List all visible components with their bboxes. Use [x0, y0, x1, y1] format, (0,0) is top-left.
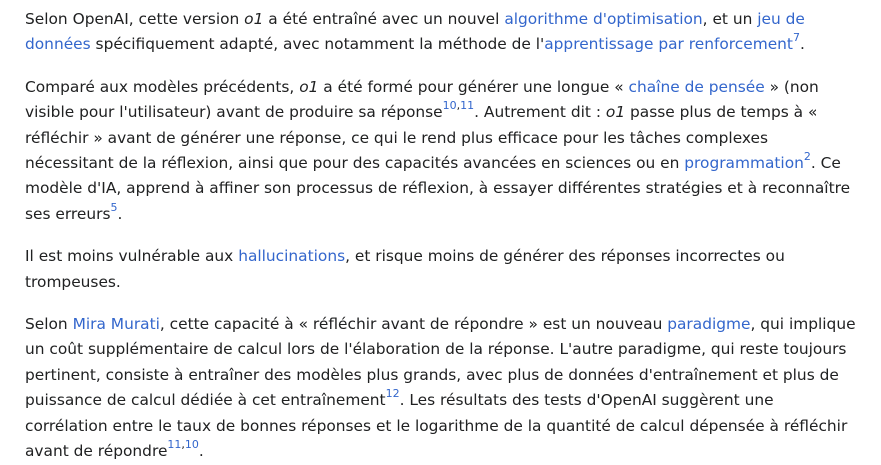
reference-link[interactable]: 11: [460, 99, 475, 113]
reference-group: [443, 99, 475, 112]
reference-link[interactable]: 10: [442, 99, 457, 113]
paragraph-1: [25, 7, 861, 58]
body-text: , et un: [702, 10, 758, 28]
body-text: passe plus de temps à « réfléchir » avant de générer une réponse, ce qui le rend plus efficace pour les tâches complexes nécessitant de la réflexion, ainsi que pour des capacités avancées en sciences ou en: [25, 103, 818, 173]
paragraph-2: [25, 75, 861, 227]
link-mira-murati[interactable]: Mira Murati: [72, 315, 160, 334]
reference-separator: ,: [456, 99, 461, 113]
reference-group: [167, 438, 199, 451]
body-text: . Ce modèle d'IA, apprend à affiner son processus de réflexion, à essayer différentes stratégies et à reconnaître ses erreurs: [25, 154, 851, 223]
body-text: .: [799, 35, 805, 54]
reference-link[interactable]: 5: [110, 200, 118, 214]
reference-link[interactable]: 12: [385, 387, 400, 401]
reference-link[interactable]: 10: [184, 437, 199, 451]
body-text: . Les résultats des tests d'OpenAI suggèrent une corrélation entre le taux de bonnes réponses et le logarithme de la quantité de calcul dépensée à réfléchir avant de répondre: [25, 391, 848, 461]
body-text: spécifiquement adapté, avec notamment la méthode de l': [90, 35, 545, 54]
body-text: Comparé aux modèles précédents,: [25, 77, 300, 96]
reference-link[interactable]: 11: [167, 437, 182, 451]
body-text: a été entraîné avec un nouvel: [263, 10, 505, 28]
body-text: . Autrement dit :: [474, 103, 606, 122]
body-text: .: [117, 204, 123, 223]
link-algorithme-optimisation[interactable]: algorithme d'optimisation: [504, 10, 703, 28]
link-jeu-de-donnees[interactable]: jeu de données: [25, 10, 805, 54]
body-text: , et risque moins de générer des réponses incorrectes ou trompeuses.: [25, 247, 785, 291]
reference-group: [804, 150, 811, 163]
body-text: .: [198, 442, 204, 461]
reference-link[interactable]: 2: [803, 149, 811, 163]
paragraph-3: [25, 244, 861, 295]
body-text: , cette capacité à « réfléchir avant de répondre » est un nouveau: [159, 315, 668, 334]
model-name-italic: o1: [299, 77, 319, 96]
body-text: » (non visible pour l'utilisateur) avant de produire sa réponse: [25, 77, 819, 122]
link-chaine-de-pensee[interactable]: chaîne de pensée: [628, 77, 765, 96]
body-text: a été formé pour générer une longue «: [318, 77, 629, 96]
body-text: Selon OpenAI, cette version: [25, 10, 245, 28]
reference-group: [110, 201, 117, 214]
link-apprentissage-renforcement[interactable]: apprentissage par renforcement: [544, 35, 793, 54]
link-paradigme[interactable]: paradigme: [667, 315, 751, 334]
body-text: Selon: [25, 315, 73, 334]
paragraph-4: [25, 312, 861, 464]
body-text: , qui implique un coût supplémentaire de calcul lors de l'élaboration de la réponse. L'autre paradigme, qui reste toujours pertinent, consiste à entraîner des modèles plus grands, avec plus de données d'entraînement et plus de puissance de calcul dédiée à cet entraînement: [25, 315, 856, 410]
link-hallucinations[interactable]: hallucinations: [238, 247, 346, 266]
link-programmation[interactable]: programmation: [684, 154, 804, 173]
model-name-italic: o1: [244, 10, 264, 28]
reference-group: [386, 387, 400, 400]
reference-link[interactable]: 7: [792, 31, 800, 45]
reference-group: [793, 31, 800, 44]
reference-separator: ,: [181, 437, 185, 451]
body-text: Il est moins vulnérable aux: [25, 247, 239, 266]
model-name-italic: o1: [605, 103, 626, 122]
